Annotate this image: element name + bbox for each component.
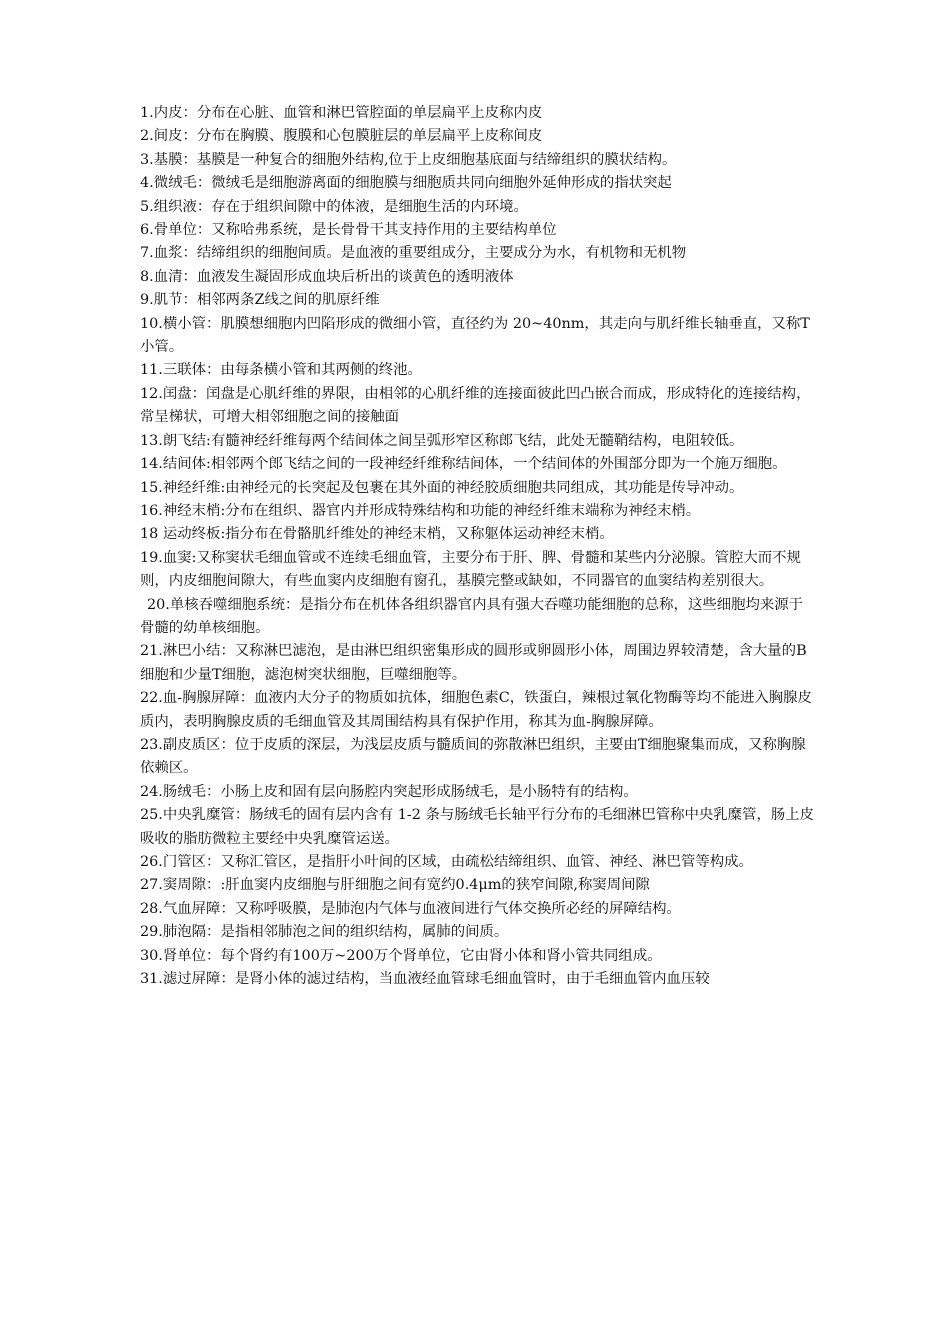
definition-paragraph: 7.血浆：结缔组织的细胞间质。是血液的重要组成分，主要成分为水，有机物和无机物 [140, 245, 687, 262]
definition-paragraph: 10.横小管：肌膜想细胞内凹陷形成的微细小管，直径约为 20~40nm，其走向与肌纤维长轴垂直，又称T小管。 [140, 315, 810, 356]
definition-paragraph: 21.淋巴小结：又称淋巴滤泡，是由淋巴组织密集形成的圆形或卵圆形小体，周围边界较清楚，含大量的B细胞和少量T细胞，滤泡树突状细胞，巨噬细胞等。 [140, 643, 807, 683]
definition-paragraph: 3.基膜：基膜是一种复合的细胞外结构,位于上皮细胞基底面与结缔组织的膜状结构。 [140, 151, 677, 168]
definition-paragraph: 6.骨单位：又称哈弗系统，是长骨骨干其支持作用的主要结构单位 [140, 222, 557, 239]
definition-paragraph: 14.结间体:相邻两个郎飞结之间的一段神经纤维称结间体，一个结间体的外围部分即为一个施万细胞。 [140, 456, 787, 473]
definition-paragraph: 31.滤过屏障：是肾小体的滤过结构，当血液经血管球毛细血管时，由于毛细血管内血压较 [140, 971, 710, 988]
definition-paragraph: 16.神经末梢:分布在组织、器官内并形成特殊结构和功能的神经纤维末端称为神经末梢。 [140, 502, 701, 519]
definition-paragraph: 13.朗飞结:有髓神经纤维每两个结间体之间呈弧形窄区称郎飞结，此处无髓鞘结构，电阻较低。 [140, 432, 744, 449]
definitions-text [140, 102, 816, 991]
definition-paragraph: 5.组织液：存在于组织间隙中的体液，是细胞生活的内环境。 [140, 198, 528, 215]
definition-paragraph: 2.间皮：分布在胸膜、腹膜和心包膜脏层的单层扁平上皮称间皮 [140, 128, 543, 145]
definition-paragraph: 18 运动终板:指分布在骨骼肌纤维处的神经末梢，又称躯体运动神经末梢。 [140, 526, 614, 543]
definition-paragraph: 4.微绒毛：微绒毛是细胞游离面的细胞膜与细胞质共同向细胞外延伸形成的指状突起 [140, 175, 672, 192]
definition-paragraph: 23.副皮质区：位于皮质的深层，为浅层皮质与髓质间的弥散淋巴组织，主要由T细胞聚集而成，又称胸腺依赖区。 [140, 736, 806, 777]
definition-paragraph: 12.闰盘：闰盘是心肌纤维的界限，由相邻的心肌纤维的连接面彼此凹凸嵌合而成，形成特化的连接结构，常呈梯状，可增大相邻细胞之间的接触面 [140, 385, 811, 426]
definition-paragraph: 29.肺泡隔：是指相邻肺泡之间的组织结构，属肺的间质。 [140, 924, 509, 941]
definition-paragraph: 24.肠绒毛：小肠上皮和固有层向肠腔内突起形成肠绒毛，是小肠特有的结构。 [140, 783, 638, 800]
definition-paragraph: 15.神经纤维:由神经元的长突起及包裹在其外面的神经胶质细胞共同组成，其功能是传导冲动。 [140, 479, 744, 496]
definition-paragraph: 25.中央乳糜管：肠绒毛的固有层内含有 1-2 条与肠绒毛长轴平行分布的毛细淋巴管称中央乳糜管，肠上皮吸收的脂肪微粒主要经中央乳糜管运送。 [140, 807, 815, 847]
definition-paragraph: 30.肾单位：每个肾约有100万~200万个肾单位，它由肾小体和肾小管共同组成。 [140, 947, 662, 964]
definition-paragraph: 8.血清：血液发生凝固形成血块后析出的谈黄色的透明液体 [140, 268, 514, 285]
definition-paragraph: 1.内皮：分布在心脏、血管和淋巴管腔面的单层扁平上皮称内皮 [140, 105, 543, 121]
definition-paragraph: 19.血窦:又称窦状毛细血管或不连续毛细血管，主要分布于肝、脾、骨髓和某些内分泌腺。管腔大而不规则，内皮细胞间隙大，有些血窦内皮细胞有窗孔，基膜完整或缺如，不同器官的血窦结构差别很大。 [140, 549, 801, 590]
definition-paragraph: 26.门管区：又称汇管区，是指肝小叶间的区域，由疏松结缔组织、血管、神经、淋巴管等构成。 [140, 854, 753, 870]
definition-paragraph: 27.窦周隙：:肝血窦内皮细胞与肝细胞之间有宽约0.4μm的狭窄间隙,称窦周间隙 [140, 877, 650, 894]
definition-paragraph: 22.血-胸腺屏障：血液内大分子的物质如抗体，细胞色素C，铁蛋白，辣根过氧化物酶等均不能进入胸腺皮质内，表明胸腺皮质的毛细血管及其周围结构具有保护作用，称其为血-胸腺屏障。 [140, 690, 812, 730]
definition-paragraph: 28.气血屏障：又称呼吸膜，是肺泡内气体与血液间进行气体交换所必经的屏障结构。 [140, 900, 681, 917]
definition-paragraph: 20.单核吞噬细胞系统：是指分布在机体各组织器官内具有强大吞噬功能细胞的总称，这些细胞均来源于骨髓的幼单核细胞。 [140, 596, 804, 636]
definition-paragraph: 9.肌节：相邻两条Z线之间的肌原纤维 [140, 292, 380, 309]
definition-paragraph: 11.三联体：由每条横小管和其两侧的终池。 [140, 362, 422, 379]
